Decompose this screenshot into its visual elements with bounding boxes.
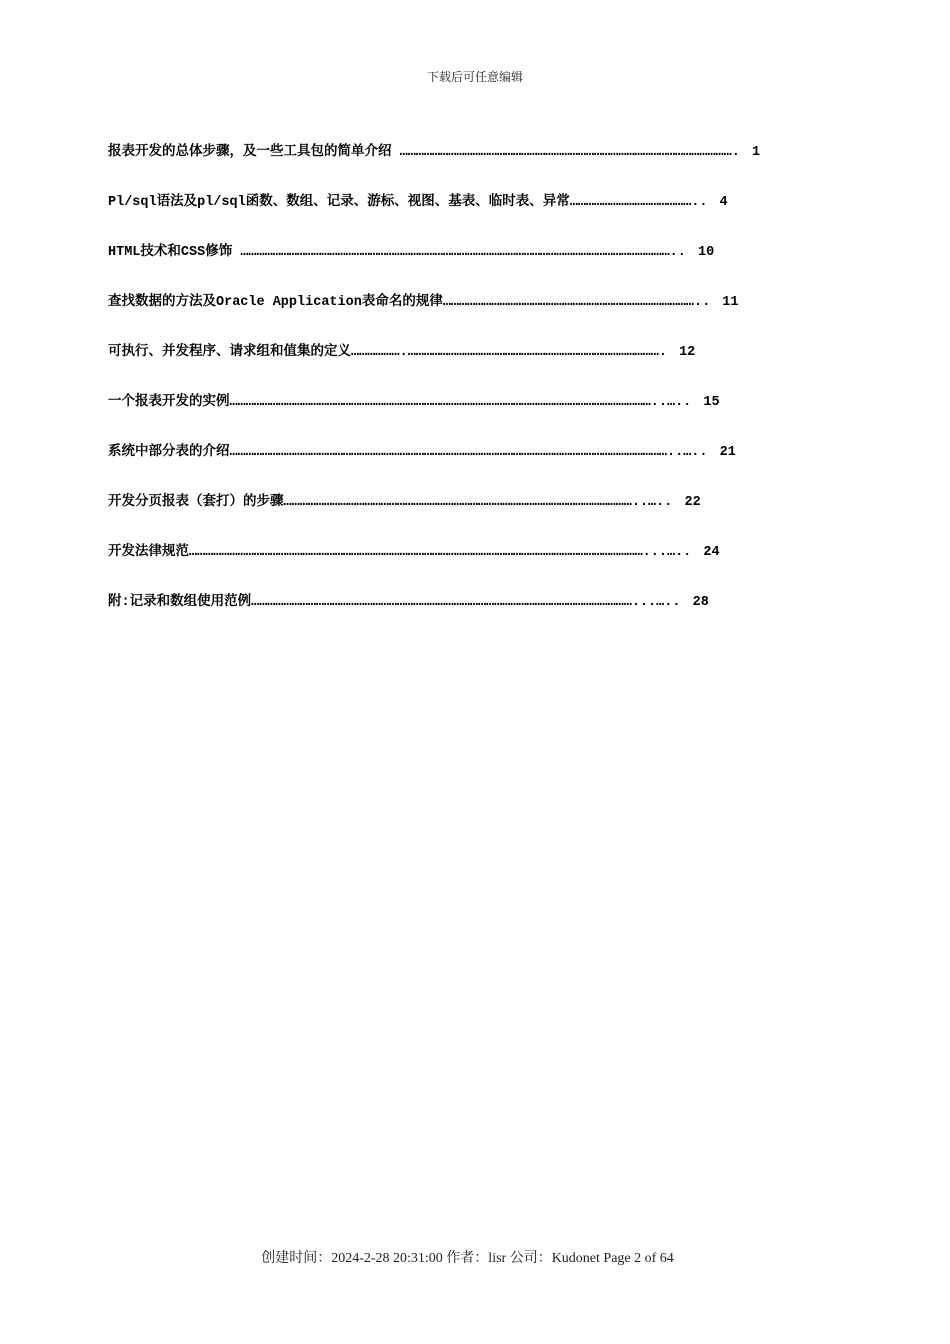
toc-entry[interactable] <box>72 490 892 515</box>
toc-entry[interactable] <box>72 440 892 465</box>
toc-entry-title: 开发法律规范 <box>108 545 189 560</box>
toc-leader: …………………………………………………………………………………………………………………………………………..….. <box>229 395 700 410</box>
toc-entry-title: 一个报表开发的实例 <box>108 395 230 410</box>
toc-entry-title: 可执行、并发程序、请求组和值集的定义 <box>108 345 351 360</box>
toc-leader: ……………….…………………………………………………………………………………. <box>351 345 676 360</box>
toc-entry[interactable] <box>72 340 892 365</box>
toc-page-number: 28 <box>692 595 709 610</box>
page-header: 下载后可任意编辑 <box>426 70 523 84</box>
toc-entry-title: 系统中部分表的介绍 <box>108 445 230 460</box>
toc-page-number: 22 <box>684 495 701 510</box>
toc-entry[interactable] <box>72 390 892 415</box>
toc-entry-title: 附:记录和数组使用范例 <box>108 595 252 610</box>
toc-leader: …………………………………………………………………………………………………………………..….. <box>283 495 681 510</box>
toc-entry[interactable] <box>72 140 892 165</box>
toc-entry-title: 开发分页报表（套打）的步骤 <box>108 495 284 510</box>
toc-entry-title: HTML技术和CSS修饰 <box>108 245 241 260</box>
toc-page-number: 11 <box>722 295 739 310</box>
toc-page-number: 4 <box>719 195 728 210</box>
toc-leader: ………………………………………………………………………………………………………………………………………………..….. <box>229 445 716 460</box>
toc-entry-title: 查找数据的方法及Oracle Application表命名的规律 <box>108 295 443 310</box>
page-footer: 创建时间：2024-2-28 20:31:00 作者：lisr 公司：Kudonet Page 2 of 64 <box>261 1251 674 1266</box>
toc-leader: ……………………………………….. <box>569 195 716 210</box>
toc-leader: ……………………………………………………………………………………………………………………………...….. <box>251 595 689 610</box>
toc-entry-title: Pl/sql语法及pl/sql函数、数组、记录、游标、视图、基表、临时表、异常 <box>108 195 570 210</box>
toc-page-number: 15 <box>703 395 720 410</box>
toc-entry-title: 报表开发的总体步骤，及一些工具包的简单介绍 <box>108 145 400 160</box>
toc-entry[interactable] <box>72 540 892 565</box>
toc-entry[interactable] <box>72 590 892 615</box>
toc-page-number: 10 <box>698 245 715 260</box>
toc-entry[interactable] <box>72 240 892 265</box>
toc-leader: ……………………………………………………………………………………………………………………………………………………...….. <box>189 545 700 560</box>
toc-leader: …………………………………………………………………………………………………………………………………………….. <box>240 245 694 260</box>
toc-page-number: 1 <box>751 145 761 160</box>
toc-leader: ………………………………………………………………………………….. <box>442 295 719 310</box>
toc-entry[interactable] <box>72 190 892 215</box>
toc-page-number: 24 <box>703 545 720 560</box>
table-of-contents <box>72 140 892 640</box>
toc-leader: ……………………………………………………………………………………………………………. <box>399 145 748 160</box>
toc-page-number: 12 <box>679 345 696 360</box>
toc-page-number: 21 <box>719 445 736 460</box>
toc-entry[interactable] <box>72 290 892 315</box>
